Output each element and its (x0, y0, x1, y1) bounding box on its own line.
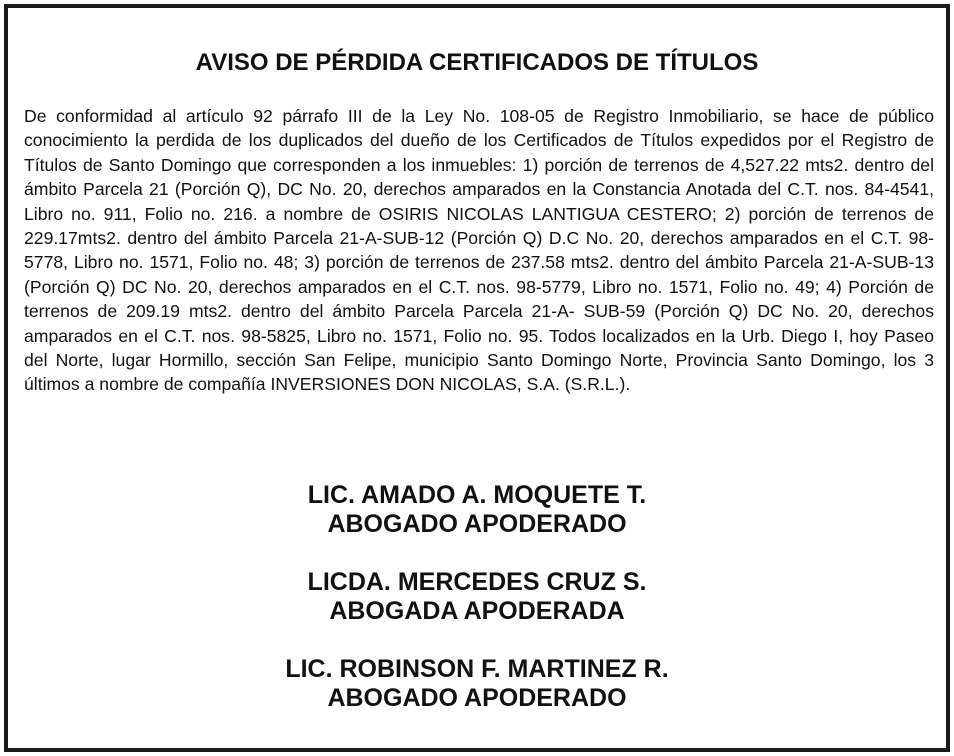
notice-body: De conformidad al artículo 92 párrafo III de la Ley No. 108-05 de Registro Inmobiliario, se hace de público conocimiento la perdida de los duplicados del dueño de los Certificados de Títulos expedidos por el Registro de Títulos de Santo Domingo que corresponden a los inmuebles: 1) porción de terrenos de 4,527.22 mts2. dentro del ámbito Parcela 21 (Porción Q), DC No. 20, derechos amparados en la Constancia Anotada del C.T. nos. 84-4541, Libro no. 911, Folio no. 216. a nombre de OSIRIS NICOLAS LANTIGUA CESTERO; 2) porción de terrenos de 229.17mts2. dentro del ámbito Parcela 21-A-SUB-12 (Porción Q) D.C No. 20, derechos amparados en el C.T. 98-5778, Libro no. 1571, Folio no. 48; 3) porción de terrenos de 237.58 mts2. dentro del ámbito Parcela 21-A-SUB-13 (Porción Q) DC No. 20, derechos amparados en el C.T. nos. 98-5779, Libro no. 1571, Folio no. 49; 4) Porción de terrenos de 209.19 mts2. dentro del ámbito Parcela Parcela 21-A- SUB-59 (Porción Q) DC No. 20, derechos amparados en el C.T. nos. 98-5825, Libro no. 1571, Folio no. 95. Todos localizados en la Urb. Diego I, hoy Paseo del Norte, lugar Hormillo, sección San Felipe, municipio Santo Domingo Norte, Provincia Santo Domingo, los 3 últimos a nombre de compañía INVERSIONES DON NICOLAS, S.A. (S.R.L.). (24, 106, 934, 395)
signatory-name: LICDA. MERCEDES CRUZ S. (307, 568, 647, 596)
signatory-block-3 (8, 655, 946, 713)
signatory-name: LIC. ROBINSON F. MARTINEZ R. (285, 655, 669, 683)
signatory-block-1 (8, 481, 946, 539)
signatory-role: ABOGADO APODERADO (327, 684, 627, 712)
notice-title: AVISO DE PÉRDIDA CERTIFICADOS DE TÍTULOS (195, 49, 759, 76)
signatory-name: LIC. AMADO A. MOQUETE T. (307, 481, 647, 509)
signatory-role: ABOGADA APODERADA (329, 597, 625, 625)
signatory-role: ABOGADO APODERADO (327, 510, 627, 538)
notice-frame (4, 4, 950, 752)
signatory-block-2 (8, 568, 946, 626)
